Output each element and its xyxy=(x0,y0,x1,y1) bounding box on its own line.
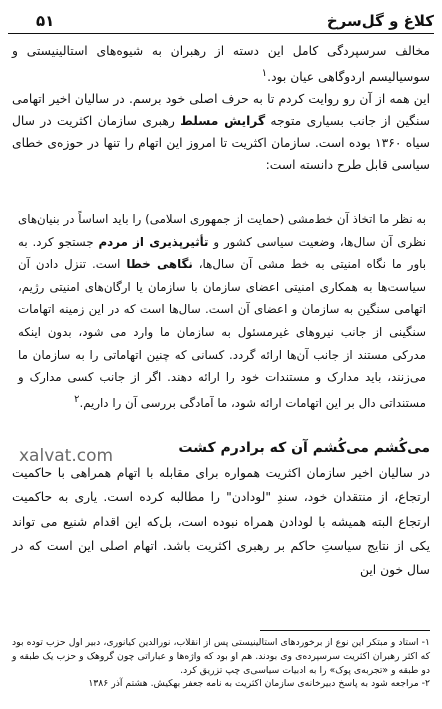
quote-part-2: جستجو کرد. به باور ما نگاه امنیتی به خط مشی آن سال‌ها، xyxy=(18,234,427,272)
quote-bold-1: تأثیرپذیری از مردم xyxy=(98,234,209,249)
section-heading-text: می‌کُشم می‌کُشم آن که برادرم کشت xyxy=(178,440,430,456)
footnote-2: ۲- مراجعه شود به پاسخ دبیرخانه‌ی سازمان اکثریت به نامه جعفر بهکیش. هشتم آذر ۱۳۸۶ xyxy=(88,678,430,690)
intro-line-2: سوسیالیسم اردوگاهی عیان بود. xyxy=(267,70,430,85)
running-title: کلاغ و گل‌سرخ xyxy=(326,12,434,30)
quote-bold-2: نگاهی خطا xyxy=(126,257,193,272)
page-number: ۵۱ xyxy=(36,12,55,30)
quote-part-1: به نظر ما اتخاذ آن خط‌مشی (حمایت از جمهوری اسلامی) را باید اساساً در بنیان‌های نظری آن سال‌ها، وضعیت سیاسی کشور و xyxy=(18,212,427,249)
intro-paragraph-2 xyxy=(12,88,430,176)
quote-part-3: است. تنزل دادن آن سیاست‌ها به همکاری امنیتی اعضای سازمان با سازمان یا ارگان‌های امنیتی رژیم، اتهامی سنگین به سازمان و اعضای آن است. سال‌ها است که در این زمینه اتهامات سنگینی از جانب نیروهای غیرمسئول به سازمان ما وارد می شود، بدون اینکه مدرکی مستند از جانب آن‌ها ارائه گردد. کسانی که چنین اتهاماتی را به سازمان ما می‌زنند، باید مدارک و مستندات خود را ارائه دهند. اگر از جانب کسی مدارک و مستنداتی دال بر این اتهامات ارائه شود، ما آمادگی بررسی آن را داریم. xyxy=(18,257,426,410)
intro-p2-end: رهبری سازمان اکثریت در سال سیاه ۱۳۶۰ بوده است. سازمان اکثریت تا امروز این اتهام را تنها در حوزه‌ی خطای سیاسی قابل طرح دانسته است: xyxy=(12,114,430,173)
intro-p2-bold: گرایش مسلط xyxy=(180,114,266,129)
footnote-1: ۱- استاد و مبتکر این نوع از برخوردهای استالینیستی پس از انقلاب، نورالدین کیانوری، دبیر اول حزب توده بود که اکثر رهبران اکثریت سرسپرده‌ی وی بودند. هم او بود که واژه‌ها و عباراتی چون گروهک و حزب یک طبقه و دو طبقه و «تجربه‌ی پوک» را به ادبیات سیاسی‌ی چپ تزریق کرد. xyxy=(12,637,430,676)
footnote-ref-2: ۲ xyxy=(74,393,80,405)
intro-p2-start: این همه از آن رو روایت کردم تا به حرف اصلی خود برسم. در سالیان اخیر اتهامی سنگین از جانب بسیاری متوجه xyxy=(12,92,430,129)
footnote-divider xyxy=(260,630,430,631)
section-paragraph: در سالیان اخیر سازمان اکثریت همواره برای مقابله با اتهام همراهی با حاکمیت ارتجاع، از منتقدان خود، سندِ "لودادن" را مطالبه کرده است. یاری به حاکمیت ارتجاع البته همیشه با لودادن همراه نبوده است، بل‌که این اقدام شنیع می تواند یکی از نتایج سیاستِ حاکم بر رهبری اکثریت باشد. اتهام اصلی این است که در سال خون این xyxy=(12,466,430,578)
intro-text xyxy=(12,40,430,176)
section-heading xyxy=(12,437,430,466)
quote-block xyxy=(18,208,426,414)
intro-paragraph-1 xyxy=(12,40,430,88)
page-header xyxy=(8,4,434,34)
watermark: xalvat.com xyxy=(19,446,114,466)
footnotes xyxy=(12,636,430,691)
intro-line-1: مخالف سرسپردگی کامل این دسته از رهبران به شیوه‌های استالینیستی و xyxy=(12,44,430,58)
footnote-ref-1: ۱ xyxy=(261,67,268,79)
